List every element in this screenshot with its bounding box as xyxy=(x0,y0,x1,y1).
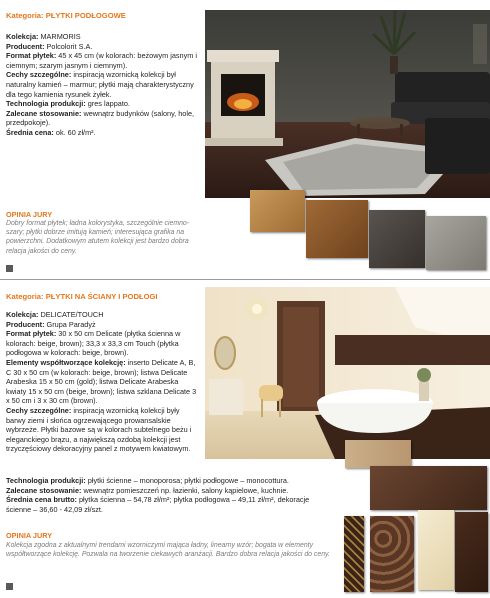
swatch-delicate-brown xyxy=(370,466,487,510)
spec-price: Średnia cena: ok. 60 zł/m². xyxy=(6,127,96,137)
living-room-illustration xyxy=(205,10,490,198)
spec-technology: Technologia produkcji: gres lappato. xyxy=(6,99,130,109)
swatch-delicate-beige xyxy=(345,440,411,468)
spec-technology: Technologia produkcji: płytki ścienne – monoporosa; płytki podłogowe – monocottura. xyxy=(6,476,289,485)
jury-heading: OPINIA JURY xyxy=(6,210,53,219)
spec-list xyxy=(6,32,201,138)
spec-collection: Kolekcja: MARMORIS xyxy=(6,32,81,41)
section-delicate-touch xyxy=(0,280,490,598)
bathroom-photo xyxy=(205,287,490,459)
spec-usage: Zalecane stosowanie: wewnątrz budynków (salony, hole, przedpokoje). xyxy=(6,108,195,128)
spec-producer: Producent: Polcolorit S.A. xyxy=(6,41,93,51)
swatch-arabeska-flowers xyxy=(370,516,414,592)
spec-format: Format płytek: 45 x 45 cm (w kolorach: beżowym jasnym i ciemnym; szarym jasnym i ciemnym). xyxy=(6,51,197,70)
section-end-marker xyxy=(6,583,13,590)
section-marmoris xyxy=(0,0,490,280)
swatch-beige-light xyxy=(250,190,305,232)
jury-opinion: Dobry format płytek; ładna kolorystyka, szczególnie ciemno-szary; płytki dobrze imitują kamień; interesująca grafika na powierzchni. Dodatkowym atutem kolekcji jest bardzo dobra relacja jakości do ceny. xyxy=(6,220,190,255)
swatch-arabeska-gold xyxy=(344,516,364,592)
category-heading: Kategoria: PŁYTKI PODŁOGOWE xyxy=(6,11,126,20)
swatch-delicate-cream xyxy=(418,510,454,590)
spec-price: Średnia cena brutto: płytka ścienna – 54,78 zł/m²; płytka podłogowa – 49,11 zł/m², dekoracje ścienne – 36,60 - 42,09 zł/szt. xyxy=(6,495,310,514)
spec-elements: Elementy współtworzące kolekcję: inserto Delicate A, B, C 30 x 50 cm (w kolorach: beige, brown); listwa Delicate Arabeska 15 x 50 cm (gold); listwa Delicate Arabeska kwiaty 15 x 50 cm (beige, brown); listwa szklana Delicate 3 x 50 cm i 3 x 30 cm (brown). xyxy=(6,357,197,406)
section-end-marker xyxy=(6,265,13,272)
swatch-delicate-dark xyxy=(455,512,488,592)
swatch-beige-dark xyxy=(306,200,368,258)
bathroom-illustration xyxy=(205,287,490,459)
swatch-grey-light xyxy=(426,216,486,270)
jury-opinion: Kolekcja zgodna z aktualnymi trendami wzorniczymi mająca ładny, linearny wzór; bogata w elementy współtworzące kolekcję. Pozwala na tworzenie ciekawych aranżacji. Bardzo dobra relacja jakości do ceny. xyxy=(6,542,330,559)
living-room-photo xyxy=(205,10,490,198)
spec-list-wide xyxy=(6,476,336,514)
category-heading: Kategoria: PŁYTKI NA ŚCIANY I PODŁOGI xyxy=(6,292,158,301)
spec-format: Format płytek: 30 x 50 cm Delicate (płytka ścienna w kolorach: beige, brown); 33,3 x 33,3 cm Touch (płytka podłogowa w kolorach: beige, brown). xyxy=(6,329,181,358)
swatch-grey-dark xyxy=(369,210,425,268)
spec-features: Cechy szczególne: inspiracją wzornicką kolekcji był naturalny kamień – marmur; płytki mają charakterystyczny dla tego kamienia rysunek żyłek. xyxy=(6,70,194,99)
spec-list xyxy=(6,310,200,454)
spec-collection: Kolekcja: DELICATE/TOUCH xyxy=(6,310,104,319)
jury-heading: OPINIA JURY xyxy=(6,531,53,540)
spec-producer: Producent: Grupa Paradyż xyxy=(6,319,96,329)
spec-features: Cechy szczególne: inspiracją wzornicką kolekcji były barwy ziemi i słońca ogrzewającego prowansalskie wybrzeże. Płytki bazowe są w kolorach subtelnego beżu i eleganckiego brązu, a największą ozdobą kolekcji jest trzyczęściowy dekoracyjny panel z motywem kwiatowym. xyxy=(6,405,192,454)
spec-usage: Zalecane stosowanie: wewnątrz pomieszczeń np. łazienki, salony kąpielowe, kuchnie. xyxy=(6,485,289,495)
